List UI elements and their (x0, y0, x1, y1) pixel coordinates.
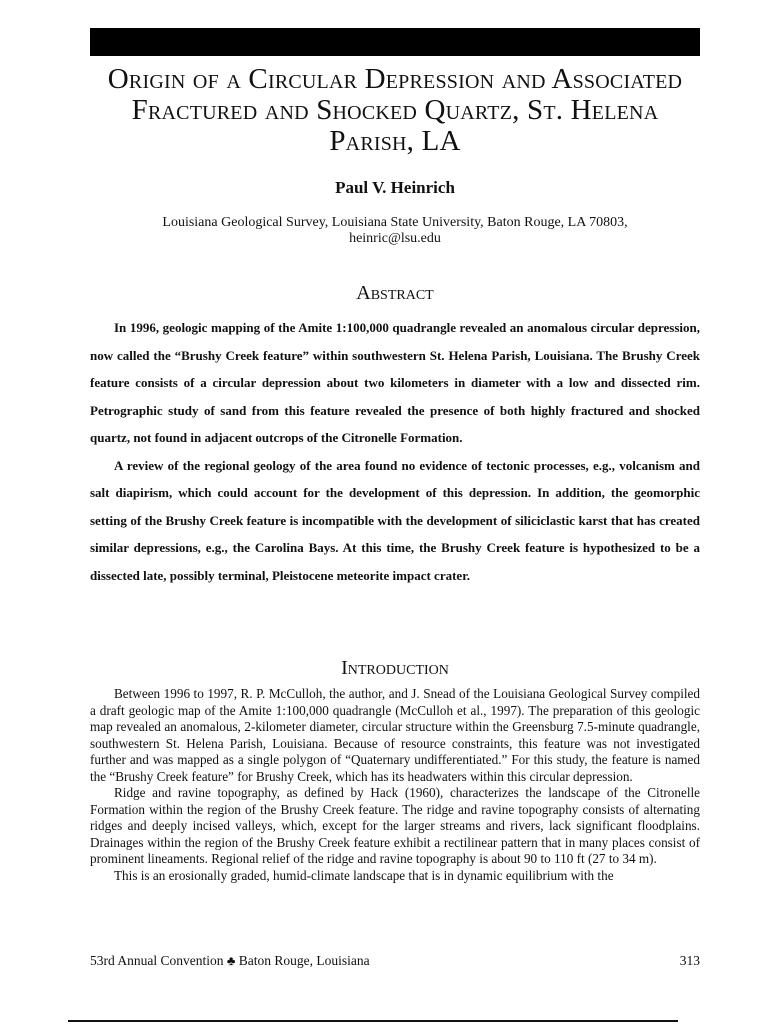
introduction-paragraph: This is an erosionally graded, humid-climate landscape that is in dynamic equilibrium with the (114, 867, 614, 883)
footer-location: Baton Rouge, Louisiana (238, 953, 370, 968)
introduction-paragraph: Ridge and ravine topography, as defined by Hack (1960), characterizes the landscape of the Citronelle Formation within the region of the Brushy Creek feature. The ridge and ravine topography consists of alternating ridges and deeply incised valleys, which, except for the larger streams and rivers, lack significant floodplains. Drainages within the region of the Brushy Creek feature exhibit a rectilinear pattern that in many places consist of prominent lineaments. Regional relief of the ridge and ravine topography is about 90 to 110 ft (27 to 34 m). (90, 785, 700, 866)
club-icon: ♣ (226, 953, 236, 968)
affiliation-line: Louisiana Geological Survey, Louisiana State University, Baton Rouge, LA 70803, (162, 215, 628, 230)
author-affiliation (100, 215, 690, 247)
abstract-paragraph: A review of the regional geology of the area found no evidence of tectonic processes, e.g., volcanism and salt diapirism, which could account for the development of this depression. In addition, the geomorphic setting of the Brushy Creek feature is incompatible with the development of siliciclastic karst that has created similar depressions, e.g., the Carolina Bays. At this time, the Brushy Creek feature is hypothesized to be a dissected late, possibly terminal, Pleistocene meteorite impact crater. (90, 457, 700, 583)
author-name: Paul V. Heinrich (335, 178, 455, 197)
introduction-heading: Introduction (341, 657, 449, 679)
abstract-body (90, 314, 700, 589)
page-number: 313 (679, 953, 700, 968)
bottom-rule (68, 1020, 678, 1022)
footer-convention-text: 53rd Annual Convention (90, 953, 224, 968)
paper-title: Origin of a Circular Depression and Associated Fractured and Shocked Quartz, St. Helena Parish, LA (107, 63, 683, 157)
introduction-body (90, 686, 700, 884)
author-email: heinric@lsu.edu (349, 231, 441, 246)
abstract-heading: Abstract (356, 282, 434, 304)
footer-convention (90, 953, 370, 969)
introduction-paragraph: Between 1996 to 1997, R. P. McCulloh, the author, and J. Snead of the Louisiana Geological Survey compiled a draft geologic map of the Amite 1:100,000 quadrangle (McCulloh et al., 1997). The preparation of this geologic map revealed an anomalous, 2-kilometer diameter, circular structure within the Greensburg 7.5-minute quadrangle, southwestern St. Helena Parish, Louisiana. Because of resource constraints, this feature was not investigated further and was mapped as a single polygon of “Quaternary undifferentiated.” For this study, the feature is named the “Brushy Creek feature” for Brushy Creek, which has its headwaters within this circular depression. (90, 686, 700, 784)
header-black-bar (90, 28, 700, 56)
abstract-paragraph: In 1996, geologic mapping of the Amite 1:100,000 quadrangle revealed an anomalous circular depression, now called the “Brushy Creek feature” within southwestern St. Helena Parish, Louisiana. The Brushy Creek feature consists of a circular depression about two kilometers in diameter with a low and dissected rim. Petrographic study of sand from this feature revealed the presence of both highly fractured and shocked quartz, not found in adjacent outcrops of the Citronelle Formation. (90, 320, 700, 445)
